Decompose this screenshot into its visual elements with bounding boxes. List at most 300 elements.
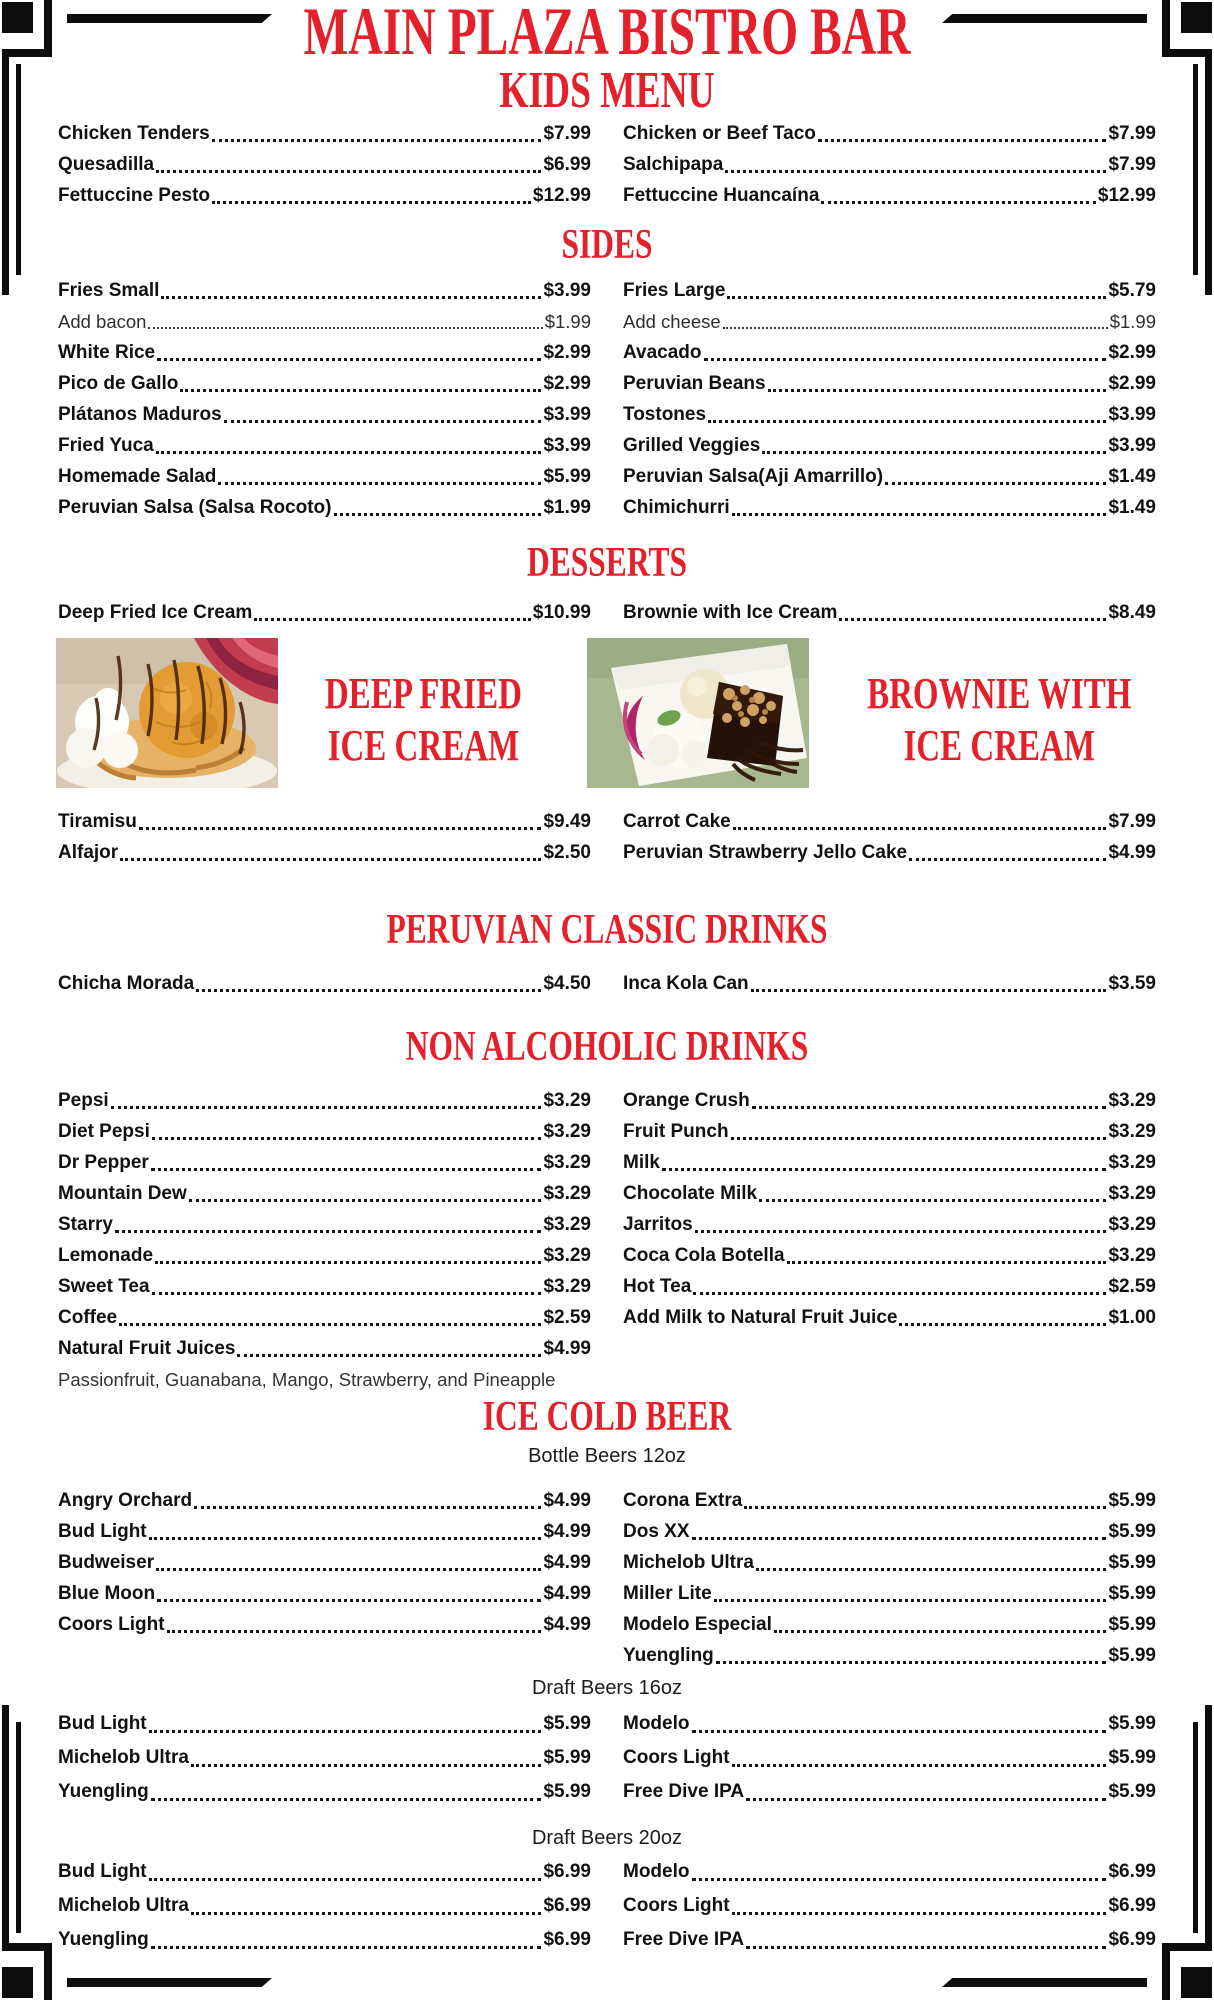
item-name: Chimichurri — [623, 497, 730, 518]
dot-leader — [151, 1147, 542, 1171]
dot-leader — [885, 461, 1106, 485]
menu-item — [623, 149, 1156, 180]
item-price: $2.59 — [1108, 1276, 1156, 1297]
item-price: $4.99 — [543, 1338, 591, 1359]
dot-leader — [708, 399, 1106, 423]
item-name: Avacado — [623, 342, 702, 363]
item-name: Starry — [58, 1214, 113, 1235]
menu-item — [58, 118, 591, 149]
item-name: Budweiser — [58, 1552, 155, 1573]
frame-line — [44, 1947, 52, 2000]
menu-column — [623, 275, 1156, 523]
item-price: $5.99 — [1108, 1521, 1156, 1542]
dot-leader — [149, 1516, 542, 1540]
dot-leader — [115, 1209, 542, 1233]
frame-line — [1162, 0, 1170, 53]
menu-item — [58, 149, 591, 180]
dot-leader — [157, 1578, 541, 1602]
item-name: Add cheese — [623, 311, 721, 332]
menu-item — [623, 1116, 1156, 1147]
menu-item — [623, 1485, 1156, 1516]
section-non-alcoholic-drinks — [0, 1025, 1214, 1395]
dot-leader — [732, 1889, 1107, 1915]
section-kids-menu — [0, 62, 1214, 211]
item-price: $2.99 — [1108, 342, 1156, 363]
menu-item — [58, 461, 591, 492]
menu-item — [58, 1578, 591, 1609]
section-heading: KIDS MENU — [499, 62, 715, 119]
menu-column — [58, 118, 591, 211]
frame-corner-square — [2, 2, 33, 33]
dot-leader — [148, 306, 542, 329]
item-name: Coors Light — [623, 1747, 730, 1768]
item-price: $5.99 — [1108, 1552, 1156, 1573]
menu-item — [623, 1578, 1156, 1609]
menu-item — [58, 1116, 591, 1147]
menu-item — [58, 806, 591, 837]
menu-item — [58, 1609, 591, 1640]
menu-item — [58, 1485, 591, 1516]
item-price: $2.59 — [543, 1307, 591, 1328]
item-name: Sweet Tea — [58, 1276, 150, 1297]
item-name: Fries Large — [623, 280, 726, 301]
dot-leader — [218, 461, 541, 485]
item-name: Deep Fried Ice Cream — [58, 602, 253, 623]
item-name: Modelo — [623, 1861, 690, 1882]
dot-leader — [149, 1855, 542, 1881]
item-price: $8.49 — [1108, 602, 1156, 623]
feature-deep-fried-ice-cream — [56, 638, 555, 788]
frame-corner-square — [1181, 2, 1212, 33]
dot-leader — [692, 1855, 1107, 1881]
dot-leader — [746, 1775, 1106, 1801]
dot-leader — [716, 1640, 1107, 1664]
item-name: Yuengling — [623, 1645, 714, 1666]
item-price: $3.99 — [543, 280, 591, 301]
dot-leader — [704, 337, 1107, 361]
item-name: Tiramisu — [58, 811, 137, 832]
item-name: Salchipapa — [623, 154, 724, 175]
menu-item — [58, 399, 591, 430]
menu-item — [623, 1923, 1156, 1957]
dot-leader — [157, 337, 541, 361]
menu-column — [623, 1485, 1156, 1671]
frame-line — [1205, 49, 1212, 295]
frame-line — [2, 1705, 9, 1951]
item-price: $4.99 — [1108, 842, 1156, 863]
dot-leader — [821, 180, 1095, 204]
dot-leader — [839, 597, 1106, 621]
dot-leader — [119, 1302, 541, 1326]
menu-item — [623, 180, 1156, 211]
item-price: $6.99 — [543, 1929, 591, 1950]
menu-item — [623, 306, 1156, 337]
item-name: Chicha Morada — [58, 973, 195, 994]
item-price: $12.99 — [532, 185, 591, 206]
item-price: $2.50 — [543, 842, 591, 863]
menu-column — [58, 806, 591, 868]
menu-item — [623, 1855, 1156, 1889]
item-price: $6.99 — [543, 154, 591, 175]
menu-item — [58, 180, 591, 211]
menu-item — [623, 806, 1156, 837]
dot-leader — [759, 1178, 1106, 1202]
item-name: Miller Lite — [623, 1583, 712, 1604]
menu-item — [58, 968, 591, 999]
item-price: $3.29 — [1108, 1214, 1156, 1235]
dot-leader — [692, 1707, 1107, 1733]
item-name: Free Dive IPA — [623, 1781, 745, 1802]
menu-item — [58, 1085, 591, 1116]
item-name: Peruvian Salsa (Salsa Rocoto) — [58, 497, 332, 518]
dot-leader — [662, 1147, 1107, 1171]
dot-leader — [692, 1516, 1107, 1540]
item-name: Chicken or Beef Taco — [623, 123, 816, 144]
menu-item — [623, 1516, 1156, 1547]
item-name: Inca Kola Can — [623, 973, 749, 994]
dot-leader — [714, 1578, 1107, 1602]
item-name: Plátanos Maduros — [58, 404, 222, 425]
item-price: $6.99 — [1108, 1929, 1156, 1950]
item-name: Michelob Ultra — [58, 1895, 189, 1916]
menu-item — [58, 430, 591, 461]
menu-column — [58, 1855, 591, 1957]
menu-item — [623, 1240, 1156, 1271]
beer-subheading: Bottle Beers 12oz — [528, 1445, 686, 1467]
menu-column — [58, 1707, 591, 1809]
dot-leader — [762, 430, 1106, 454]
frame-line — [1162, 1947, 1170, 2000]
menu-item — [623, 275, 1156, 306]
menu-item — [58, 1855, 591, 1889]
dot-leader — [693, 1271, 1106, 1295]
menu-item — [58, 368, 591, 399]
deep-fried-ice-cream-photo — [56, 638, 278, 788]
item-price: $3.29 — [1108, 1090, 1156, 1111]
item-price: $2.99 — [543, 342, 591, 363]
item-price: $1.99 — [544, 311, 591, 332]
page-title: MAIN PLAZA BISTRO BAR — [303, 0, 911, 69]
dot-leader — [156, 1547, 541, 1571]
dot-leader — [167, 1609, 542, 1633]
item-price: $12.99 — [1097, 185, 1156, 206]
dot-leader — [732, 1741, 1107, 1767]
item-price: $5.99 — [543, 1747, 591, 1768]
bottom-rule — [942, 1978, 1147, 1987]
feature-label: DEEP FRIED ICE CREAM — [324, 669, 522, 770]
dot-leader — [156, 430, 542, 454]
item-name: Lemonade — [58, 1245, 154, 1266]
menu-item — [58, 1547, 591, 1578]
menu-item — [623, 461, 1156, 492]
dot-leader — [334, 492, 542, 516]
feature-label: BROWNIE WITH ICE CREAM — [866, 669, 1132, 770]
menu-item — [58, 1741, 591, 1775]
item-price: $9.49 — [543, 811, 591, 832]
dot-leader — [787, 1240, 1107, 1264]
frame-line — [16, 1722, 21, 1933]
frame-line — [16, 64, 21, 275]
item-price: $3.29 — [543, 1183, 591, 1204]
item-name: Modelo Especial — [623, 1614, 772, 1635]
menu-item — [623, 1889, 1156, 1923]
bottom-rule — [67, 1978, 272, 1987]
item-price: $5.99 — [543, 1713, 591, 1734]
item-price: $3.99 — [543, 435, 591, 456]
menu-item — [623, 1707, 1156, 1741]
item-name: Pepsi — [58, 1090, 109, 1111]
item-price: $5.99 — [1108, 1645, 1156, 1666]
dot-leader — [149, 1707, 542, 1733]
item-name: Quesadilla — [58, 154, 155, 175]
item-price: $5.79 — [1108, 280, 1156, 301]
dot-leader — [139, 806, 542, 830]
item-price: $5.99 — [1108, 1614, 1156, 1635]
item-name: Peruvian Strawberry Jello Cake — [623, 842, 908, 863]
item-name: Fries Small — [58, 280, 160, 301]
dot-leader — [731, 1116, 1107, 1140]
dot-leader — [152, 1116, 542, 1140]
dessert-features — [0, 638, 1214, 788]
item-price: $3.99 — [543, 404, 591, 425]
item-name: Coffee — [58, 1307, 118, 1328]
menu-column — [623, 806, 1156, 868]
item-price: $6.99 — [1108, 1895, 1156, 1916]
dot-leader — [151, 1923, 542, 1949]
item-name: Michelob Ultra — [623, 1552, 754, 1573]
frame-line — [1205, 1705, 1212, 1951]
menu-item — [623, 968, 1156, 999]
item-price: $5.99 — [543, 1781, 591, 1802]
dot-leader — [156, 149, 541, 173]
menu-item — [58, 837, 591, 868]
brownie-with-ice-cream-photo — [587, 638, 809, 788]
menu-item — [623, 1609, 1156, 1640]
item-price: $5.99 — [1108, 1490, 1156, 1511]
menu-item — [623, 430, 1156, 461]
menu-column — [623, 1085, 1156, 1395]
dot-leader — [727, 275, 1106, 299]
item-price: $5.99 — [1108, 1747, 1156, 1768]
menu-item — [58, 1889, 591, 1923]
dot-leader — [152, 1271, 542, 1295]
item-name: Chicken Tenders — [58, 123, 210, 144]
dot-leader — [725, 149, 1106, 173]
item-name: Yuengling — [58, 1781, 149, 1802]
item-price: $1.49 — [1108, 466, 1156, 487]
item-price: $3.29 — [1108, 1245, 1156, 1266]
item-price: $2.99 — [543, 373, 591, 394]
section-heading: PERUVIAN CLASSIC DRINKS — [386, 907, 828, 953]
menu-item — [623, 337, 1156, 368]
menu-item — [58, 1302, 591, 1333]
item-name: Add Milk to Natural Fruit Juice — [623, 1307, 898, 1328]
item-name: Add bacon — [58, 311, 147, 332]
item-name: Orange Crush — [623, 1090, 750, 1111]
dot-leader — [752, 1085, 1107, 1109]
feature-brownie-with-ice-cream — [587, 638, 1176, 788]
dot-leader — [723, 306, 1108, 329]
item-name: Bud Light — [58, 1521, 147, 1542]
menu-item — [623, 492, 1156, 523]
menu-column — [58, 597, 591, 628]
dot-leader — [751, 968, 1107, 992]
menu-item — [623, 597, 1156, 628]
menu-item — [58, 492, 591, 523]
item-price: $3.99 — [1108, 435, 1156, 456]
item-name: Free Dive IPA — [623, 1929, 745, 1950]
item-name: Yuengling — [58, 1929, 149, 1950]
item-price: $3.29 — [543, 1276, 591, 1297]
item-name: Corona Extra — [623, 1490, 743, 1511]
menu-column — [623, 968, 1156, 999]
item-price: $7.99 — [1108, 123, 1156, 144]
menu-item — [58, 597, 591, 628]
item-name: Carrot Cake — [623, 811, 731, 832]
item-price: $3.29 — [543, 1152, 591, 1173]
item-name: Fried Yuca — [58, 435, 154, 456]
dot-leader — [899, 1302, 1106, 1326]
item-name: Mountain Dew — [58, 1183, 187, 1204]
item-name: Blue Moon — [58, 1583, 156, 1604]
dot-leader — [196, 968, 541, 992]
dot-leader — [746, 1923, 1106, 1949]
dot-leader — [180, 368, 541, 392]
menu-item — [623, 837, 1156, 868]
item-price: $4.50 — [543, 973, 591, 994]
menu-column — [58, 1085, 591, 1395]
dot-leader — [212, 118, 542, 142]
dot-leader — [191, 1741, 542, 1767]
item-price: $4.99 — [543, 1552, 591, 1573]
section-heading: DESSERTS — [527, 540, 687, 586]
menu-column — [623, 118, 1156, 211]
menu-item — [58, 1775, 591, 1809]
dot-leader — [191, 1889, 542, 1915]
item-price: $3.29 — [1108, 1152, 1156, 1173]
item-name: Natural Fruit Juices — [58, 1338, 236, 1359]
item-price: $3.29 — [543, 1245, 591, 1266]
item-name: Coors Light — [623, 1895, 730, 1916]
menu-column — [58, 968, 591, 999]
item-price: $3.59 — [1108, 973, 1156, 994]
item-name: Grilled Veggies — [623, 435, 761, 456]
item-price: $5.99 — [1108, 1713, 1156, 1734]
item-price: $4.99 — [543, 1583, 591, 1604]
item-name: Dr Pepper — [58, 1152, 149, 1173]
item-name: Dos XX — [623, 1521, 690, 1542]
item-name: Michelob Ultra — [58, 1747, 189, 1768]
menu-column — [623, 1855, 1156, 1957]
frame-line — [2, 49, 9, 295]
item-price: $5.99 — [1108, 1583, 1156, 1604]
item-price: $6.99 — [543, 1895, 591, 1916]
dot-leader — [768, 368, 1107, 392]
item-name: Bud Light — [58, 1861, 147, 1882]
menu-item — [623, 1640, 1156, 1671]
section-sides — [0, 223, 1214, 523]
item-name: Modelo — [623, 1713, 690, 1734]
item-name: White Rice — [58, 342, 156, 363]
menu-item — [58, 306, 591, 337]
item-name: Homemade Salad — [58, 466, 217, 487]
item-price: $3.29 — [1108, 1121, 1156, 1142]
section-heading: ICE COLD BEER — [482, 1394, 732, 1440]
item-name: Milk — [623, 1152, 660, 1173]
dot-leader — [151, 1775, 542, 1801]
section-heading: NON ALCOHOLIC DRINKS — [405, 1024, 809, 1070]
menu-item — [623, 1302, 1156, 1333]
menu-note: Passionfruit, Guanabana, Mango, Strawberry, and Pineapple — [58, 1369, 556, 1390]
item-price: $3.29 — [543, 1214, 591, 1235]
item-name: Fettuccine Huancaína — [623, 185, 820, 206]
menu-item — [58, 1333, 591, 1364]
dot-leader — [212, 180, 531, 204]
item-price: $7.99 — [1108, 811, 1156, 832]
dot-leader — [194, 1485, 541, 1509]
frame-corner-square — [1181, 1967, 1212, 1998]
menu-item — [623, 1775, 1156, 1809]
dot-leader — [254, 597, 531, 621]
item-name: Fettuccine Pesto — [58, 185, 211, 206]
menu-item — [58, 1516, 591, 1547]
item-price: $1.99 — [1109, 311, 1156, 332]
dot-leader — [774, 1609, 1107, 1633]
beer-subheading: Draft Beers 16oz — [531, 1677, 683, 1699]
menu-column — [58, 275, 591, 523]
dot-leader — [756, 1547, 1107, 1571]
menu-item — [623, 1147, 1156, 1178]
dot-leader — [818, 118, 1107, 142]
frame-line — [1193, 64, 1198, 275]
frame-line — [44, 0, 52, 53]
item-price: $6.99 — [1108, 1861, 1156, 1882]
item-name: Peruvian Beans — [623, 373, 766, 394]
menu-item — [623, 399, 1156, 430]
item-name: Peruvian Salsa(Aji Amarrillo) — [623, 466, 884, 487]
item-price: $4.99 — [543, 1521, 591, 1542]
dot-leader — [161, 275, 541, 299]
item-name: Diet Pepsi — [58, 1121, 150, 1142]
menu-item — [623, 1271, 1156, 1302]
item-price: $1.49 — [1108, 497, 1156, 518]
dot-leader — [695, 1209, 1107, 1233]
item-price: $1.00 — [1108, 1307, 1156, 1328]
menu-item — [623, 1741, 1156, 1775]
item-price: $10.99 — [532, 602, 591, 623]
item-name: Jarritos — [623, 1214, 693, 1235]
menu-column — [58, 1485, 591, 1671]
item-price: $1.99 — [543, 497, 591, 518]
menu-item — [58, 1923, 591, 1957]
section-peruvian-classic-drinks — [0, 908, 1214, 999]
frame-line — [1193, 1722, 1198, 1933]
item-price: $6.99 — [543, 1861, 591, 1882]
item-price: $3.29 — [543, 1090, 591, 1111]
item-name: Fruit Punch — [623, 1121, 729, 1142]
dot-leader — [744, 1485, 1106, 1509]
section-heading: SIDES — [561, 222, 653, 268]
menu-item — [623, 1085, 1156, 1116]
item-name: Brownie with Ice Cream — [623, 602, 838, 623]
menu-column — [623, 1707, 1156, 1809]
frame-corner-square — [2, 1967, 33, 1998]
item-name: Angry Orchard — [58, 1490, 193, 1511]
menu-item — [623, 1178, 1156, 1209]
menu-item — [58, 1209, 591, 1240]
dot-leader — [733, 806, 1107, 830]
menu-item — [58, 275, 591, 306]
